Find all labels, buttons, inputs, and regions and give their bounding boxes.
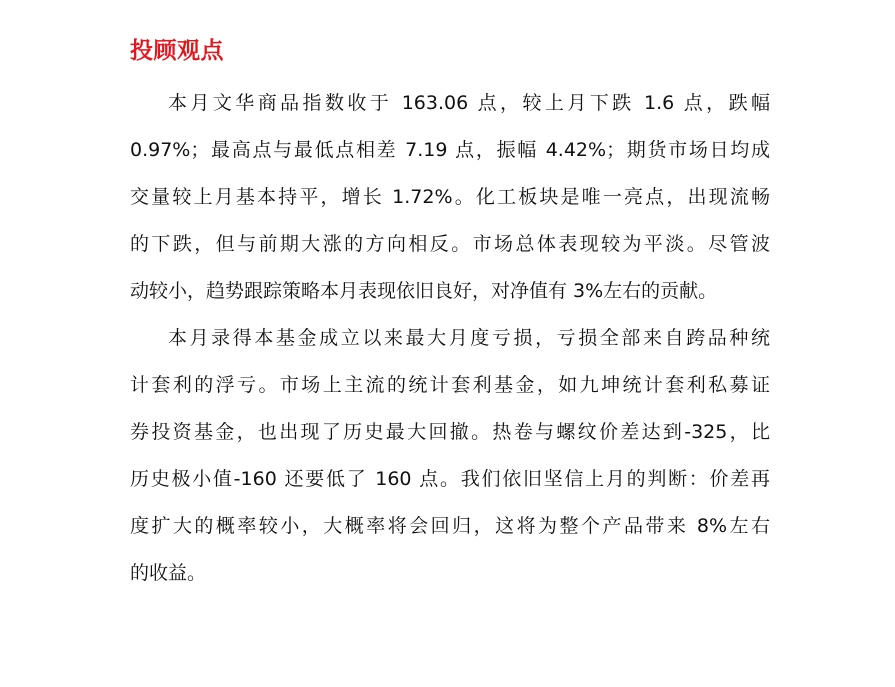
- text-line: 本月录得本基金成立以来最大月度亏损，亏损全部来自跨品种统: [168, 327, 770, 349]
- text-line: 的收益。: [130, 562, 207, 584]
- text-line: 券投资基金，也出现了历史最大回撤。热卷与螺纹价差达到-325，比: [130, 421, 770, 443]
- text-line: 动较小，趋势跟踪策略本月表现依旧良好，对净值有 3%左右的贡献。: [130, 280, 718, 302]
- text-line: 交量较上月基本持平，增长 1.72%。化工板块是唯一亮点，出现流畅: [130, 186, 770, 208]
- paragraph-market-review: [130, 80, 770, 315]
- text-line: 度扩大的概率较小，大概率将会回归，这将为整个产品带来 8%左右: [130, 515, 770, 537]
- section-heading: 投顾观点: [130, 38, 224, 64]
- text-line: 的下跌，但与前期大涨的方向相反。市场总体表现较为平淡。尽管波: [130, 233, 770, 255]
- text-line: 本月文华商品指数收于 163.06 点，较上月下跌 1.6 点，跌幅: [168, 92, 770, 114]
- body-text: [130, 80, 770, 597]
- text-line: 计套利的浮亏。市场上主流的统计套利基金，如九坤统计套利私募证: [130, 374, 770, 396]
- text-line: 0.97%；最高点与最低点相差 7.19 点，振幅 4.42%；期货市场日均成: [130, 139, 770, 161]
- text-line: 历史极小值-160 还要低了 160 点。我们依旧坚信上月的判断：价差再: [130, 468, 770, 490]
- paragraph-fund-performance: [130, 315, 770, 597]
